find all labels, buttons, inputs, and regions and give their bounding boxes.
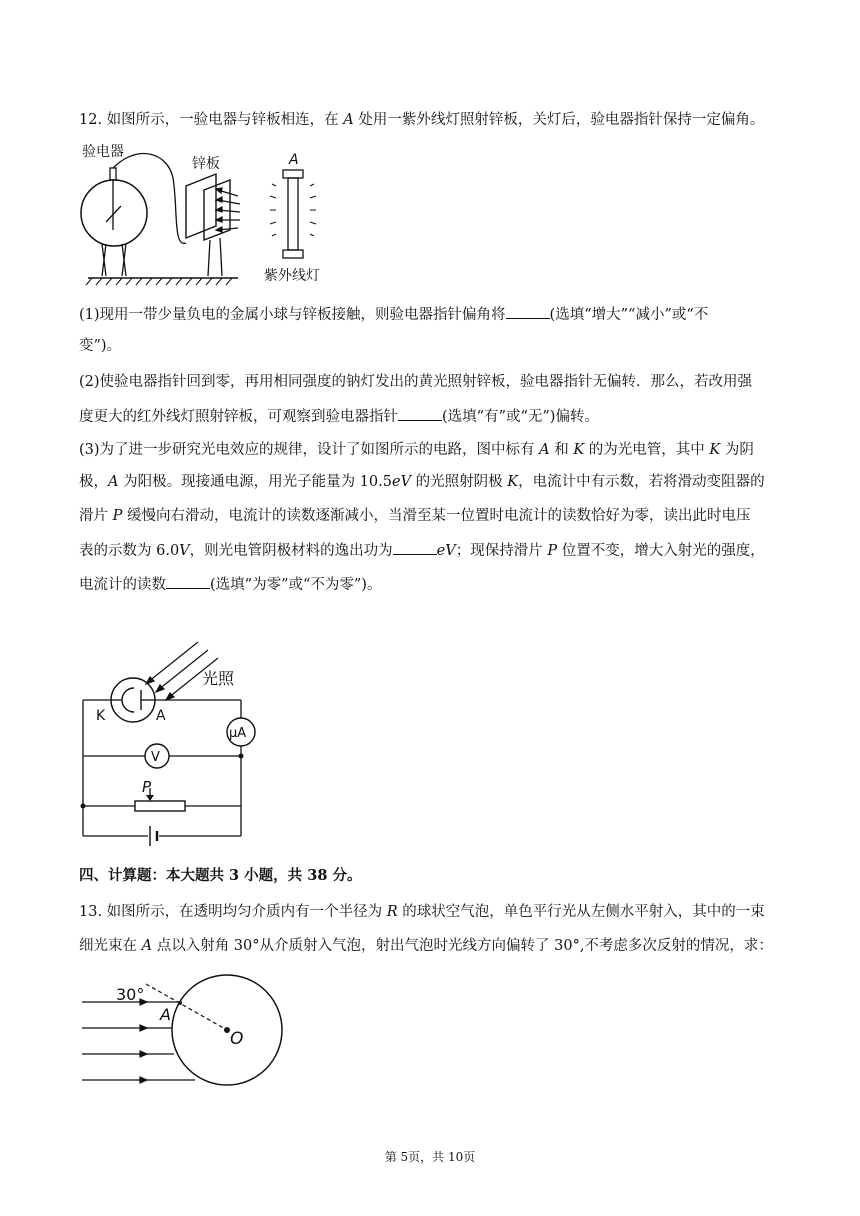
q12-part3-line3 xyxy=(79,506,750,526)
q12-stem-var-a: A xyxy=(343,112,354,128)
q12-part1-line1 xyxy=(79,304,708,325)
q12-part2-line1 xyxy=(79,372,752,392)
var-P: P xyxy=(112,508,123,524)
q13-l2-b: 点以入射角 30°从介质射入气泡，射出气泡时光线方向偏转了 30°,不考虑多次反射的情况，求： xyxy=(152,938,773,954)
q12-p3-l4-b: ，则光电管阴极材料的逸出功为 xyxy=(189,543,393,559)
label-anode-A: A xyxy=(156,708,166,724)
q13-line1 xyxy=(79,902,765,922)
var-K: K xyxy=(573,442,585,458)
q12-p3-l2-c: 的光照射阴极 xyxy=(411,474,508,490)
q12-part2-line2 xyxy=(79,406,599,427)
q12-p3-l1-a: (3)为了进一步研究光电效应的规律，设计了如图所示的电路，图中标有 xyxy=(79,442,540,458)
q12-stem xyxy=(79,110,764,130)
answer-blank-4[interactable] xyxy=(166,574,210,589)
q12-stem-text-b: 处用一紫外线灯照射锌板，关灯后，验电器指针保持一定偏角。 xyxy=(353,112,765,128)
label-cathode-K: K xyxy=(96,708,106,724)
var-P: P xyxy=(547,543,558,559)
q13-l2-a: 细光束在 xyxy=(79,938,142,954)
var-A: A xyxy=(141,938,153,954)
label-point-A: A xyxy=(160,1005,171,1024)
figure-electroscope xyxy=(78,138,378,288)
unit-V: V xyxy=(179,543,190,559)
unit-eV: eV xyxy=(436,543,456,559)
label-center-O: O xyxy=(230,1029,244,1049)
q12-part3-line1 xyxy=(79,440,754,460)
q12-p2-line2-b: (选填“有”或“无”)偏转。 xyxy=(442,409,599,425)
photon-energy: 10.5 xyxy=(359,474,392,490)
var-R: R xyxy=(386,904,398,920)
page-number: 第 5页，共 10页 xyxy=(384,1150,476,1164)
label-electroscope: 验电器 xyxy=(82,144,124,160)
q12-p3-l2-d: ，电流计中有示数，若将滑动变阻器的 xyxy=(518,474,765,490)
var-A: A xyxy=(539,442,550,458)
label-uv-lamp: 紫外线灯 xyxy=(264,268,320,284)
q12-p3-l1-c: 的为光电管，其中 xyxy=(584,442,710,458)
label-light: 光照 xyxy=(202,669,235,688)
label-slider-P: P xyxy=(142,778,152,796)
q12-part3-line5 xyxy=(79,574,381,595)
var-A: A xyxy=(108,474,119,490)
var-K: K xyxy=(507,474,519,490)
q12-p3-l4-c: ；现保持滑片 xyxy=(455,543,548,559)
q12-p3-l1-d: 为阴 xyxy=(720,442,754,458)
label-angle-30: 30° xyxy=(116,985,145,1004)
label-zinc-plate: 锌板 xyxy=(192,156,220,172)
label-microammeter: μA xyxy=(229,726,247,741)
figure-air-bubble xyxy=(80,972,310,1092)
section-heading-calculation xyxy=(79,866,361,886)
label-lamp-A: A xyxy=(289,152,299,168)
q13-l1-a: 13. 如图所示，在透明均匀介质内有一个半径为 xyxy=(79,904,387,920)
answer-blank-2[interactable] xyxy=(398,406,442,421)
q12-stem-text-a: 12. 如图所示，一验电器与锌板相连，在 xyxy=(79,112,344,128)
q12-p1-text: (1)现用一带少量负电的金属小球与锌板接触，则验电器指针偏角将 xyxy=(79,307,506,323)
q12-p3-l5-b: (选填“为零”或“不为零”)。 xyxy=(210,577,382,593)
q12-part3-line2 xyxy=(79,472,765,492)
q12-p3-l2-b: 为阳极。现接通电源，用光子能量为 xyxy=(118,474,360,490)
label-voltmeter: V xyxy=(151,750,160,765)
q12-part3-line4 xyxy=(79,540,765,561)
q12-p3-l4-a: 表的示数为 xyxy=(79,543,157,559)
q12-p1-line2-text: 变”)。 xyxy=(79,338,122,354)
q13-l1-b: 的球状空气泡，单色平行光从左侧水平射入，其中的一束 xyxy=(397,904,765,920)
section-title: 四、计算题：本大题共 3 小题，共 38 分。 xyxy=(79,867,362,884)
stop-voltage: 6.0 xyxy=(156,543,180,559)
q12-p3-l4-d: 位置不变，增大入射光的强度， xyxy=(557,543,765,559)
answer-blank-1[interactable] xyxy=(506,304,550,319)
q12-p3-l1-b: 和 xyxy=(549,442,574,458)
q12-p3-l5-a: 电流计的读数 xyxy=(79,577,166,593)
answer-blank-3[interactable] xyxy=(393,540,437,555)
q12-p2-line2-a: 度更大的红外线灯照射锌板，可观察到验电器指针 xyxy=(79,409,398,425)
q12-p3-l3-b: 缓慢向右滑动，电流计的读数逐渐减小，当滑至某一位置时电流计的读数恰好为零，读出此时电压 xyxy=(122,508,751,524)
q12-p3-l2-a: 极， xyxy=(79,474,108,490)
q12-p1-tail: (选填“增大”“减小”或“不 xyxy=(549,307,709,323)
page-footer xyxy=(0,1148,860,1165)
q12-p2-line1-text: (2)使验电器指针回到零，再用相同强度的钠灯发出的黄光照射锌板，验电器指针无偏转．那么，若改用强 xyxy=(79,374,753,390)
figure-photoelectric-circuit xyxy=(78,640,278,845)
var-K: K xyxy=(709,442,721,458)
q12-part1-line2 xyxy=(79,336,121,356)
unit-eV: eV xyxy=(392,474,412,490)
q12-p3-l3-a: 滑片 xyxy=(79,508,113,524)
q13-line2 xyxy=(79,936,773,956)
